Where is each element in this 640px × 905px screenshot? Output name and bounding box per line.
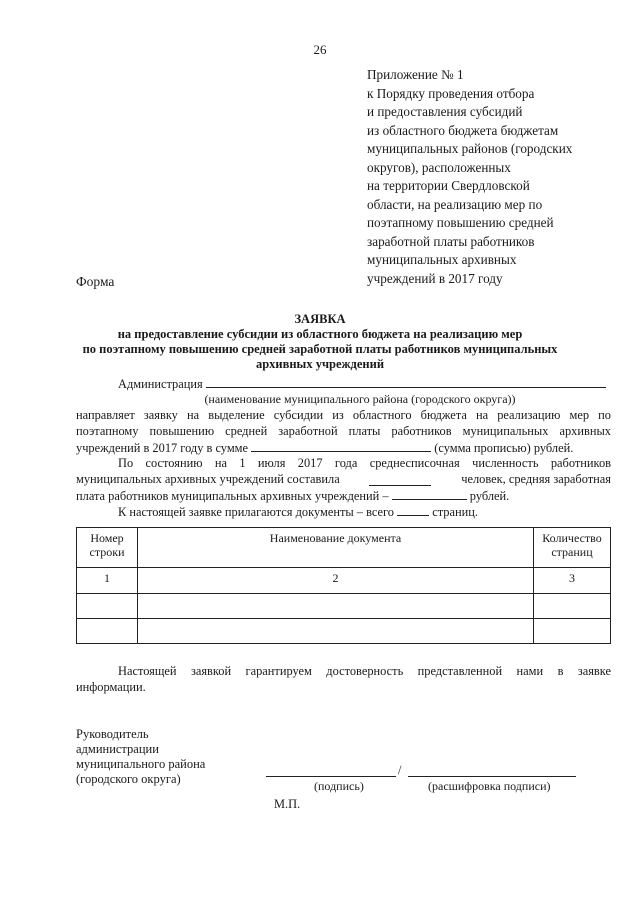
title-line: на предоставление субсидии из областного бюджета на реализацию мер <box>117 327 523 341</box>
appendix-line: заработной платы работников <box>367 233 535 249</box>
salary-suffix: рублей. <box>469 489 510 503</box>
header-row-number: Номер строки <box>77 528 138 568</box>
signatory-line: Руководитель <box>76 727 149 741</box>
pages-blank[interactable] <box>397 504 429 516</box>
appendix-line: муниципальных районов (городских <box>367 141 573 156</box>
signature-slash: / <box>398 763 402 777</box>
docs-suffix: страниц. <box>432 505 478 519</box>
count-prefix: муниципальных архивных учреждений составила <box>76 472 340 486</box>
admin-line <box>118 376 606 392</box>
appendix-line: Приложение № 1 <box>367 67 464 82</box>
form-label: Форма <box>76 274 115 289</box>
title-line: по поэтапному повышению средней заработной платы работников муниципальных <box>82 342 558 356</box>
header-page-count: Количество страниц <box>534 528 611 568</box>
signatory-line: администрации <box>76 742 159 756</box>
table-number-row <box>77 568 611 594</box>
stamp-label: М.П. <box>274 797 301 811</box>
guarantee-line: Настоящей заявкой гарантируем достоверность представленной нами в заявке <box>118 664 611 678</box>
signature-decode-blank[interactable] <box>408 776 576 777</box>
sum-blank[interactable] <box>251 440 431 452</box>
count-suffix: человек, средняя заработная <box>461 472 611 486</box>
admin-name-blank[interactable] <box>206 376 606 388</box>
appendix-block <box>367 66 632 288</box>
table-row <box>77 594 611 619</box>
signatory-line: (городского округа) <box>76 772 181 786</box>
signatory-line: муниципального района <box>76 757 206 771</box>
title-heading: ЗАЯВКА <box>294 312 346 326</box>
p2-line-salary <box>76 488 509 504</box>
table-cell[interactable] <box>138 619 534 644</box>
appendix-line: округов), расположенных <box>367 159 511 175</box>
sum-prefix: учреждений в 2017 году в сумме <box>76 441 249 455</box>
table-cell[interactable] <box>138 594 534 619</box>
appendix-line: к Порядку проведения отбора <box>367 85 535 101</box>
p1-line: поэтапному повышению средней заработной платы работников муниципальных архивных <box>76 424 611 438</box>
table-cell[interactable] <box>534 594 611 619</box>
table-row <box>77 619 611 644</box>
title-line: архивных учреждений <box>255 357 385 371</box>
appendix-line: области, на реализацию мер по <box>367 196 543 212</box>
signatory-block <box>76 727 205 787</box>
p1-line: направляет заявку на выделение субсидии из областного бюджета на реализацию мер по <box>76 408 611 422</box>
signature-hint: (подпись) <box>314 779 364 793</box>
guarantee-line: информации. <box>76 680 146 694</box>
p3-line <box>118 504 478 520</box>
p2-line: По состоянию на 1 июля 2017 года среднесписочная численность работников <box>118 456 611 470</box>
column-number: 2 <box>138 568 534 594</box>
admin-prefix: Администрация <box>118 377 203 391</box>
salary-blank[interactable] <box>392 488 467 500</box>
p1-line-sum <box>76 440 573 456</box>
decode-hint: (расшифровка подписи) <box>428 779 551 793</box>
page-number: 26 <box>313 42 327 57</box>
appendix-line: из областного бюджета бюджетам <box>367 122 559 138</box>
admin-hint: (наименование муниципального района (городского округа)) <box>204 392 516 406</box>
table-cell[interactable] <box>77 594 138 619</box>
table-cell[interactable] <box>534 619 611 644</box>
appendix-line: и предоставления субсидий <box>367 104 523 119</box>
column-number: 3 <box>534 568 611 594</box>
appendix-line: поэтапному повышению средней <box>367 215 554 230</box>
p2-line-count <box>76 472 611 487</box>
docs-prefix: К настоящей заявке прилагаются документы – всего <box>118 505 394 519</box>
table-cell[interactable] <box>77 619 138 644</box>
appendix-line: на территории Свердловской <box>367 178 530 193</box>
appendix-line: учреждений в 2017 году <box>367 270 503 286</box>
table-header-row <box>77 528 611 568</box>
appendix-line: муниципальных архивных <box>367 252 517 267</box>
documents-table <box>76 527 611 644</box>
signature-blank[interactable] <box>266 776 396 777</box>
salary-prefix: плата работников муниципальных архивных учреждений – <box>76 489 389 503</box>
document-title <box>0 312 640 372</box>
headcount-blank[interactable] <box>369 474 431 486</box>
column-number: 1 <box>77 568 138 594</box>
header-document-name: Наименование документа <box>138 528 534 568</box>
sum-suffix: (сумма прописью) рублей. <box>434 441 574 455</box>
